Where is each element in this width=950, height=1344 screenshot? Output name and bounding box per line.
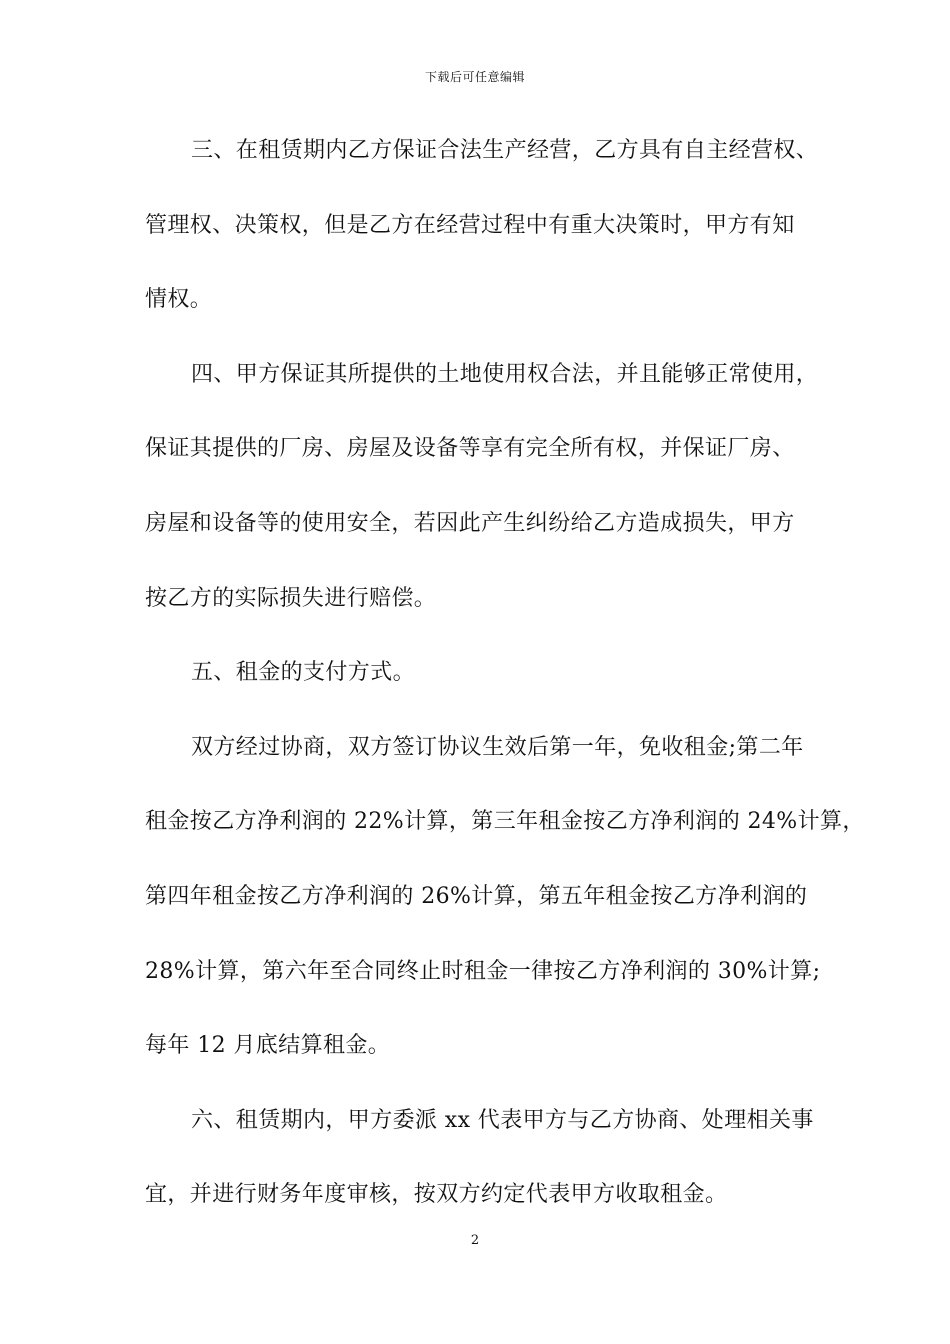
text-line: 情权。: [145, 287, 213, 313]
header-note: 下载后可任意编辑: [424, 70, 525, 84]
document-body: [145, 131, 865, 1250]
page-number: 2: [470, 1233, 480, 1248]
text-line: 第四年租金按乙方净利润的 26%计算，第五年租金按乙方净利润的: [145, 883, 808, 909]
text-line: 28%计算，第六年至合同终止时租金一律按乙方净利润的 30%计算;: [145, 958, 821, 984]
text-line: 每年 12 月底结算租金。: [145, 1033, 391, 1059]
text-line: 管理权、决策权，但是乙方在经营过程中有重大决策时，甲方有知: [145, 212, 795, 238]
text-line: 五、租金的支付方式。: [191, 660, 416, 686]
text-line: 房屋和设备等的使用安全，若因此产生纠纷给乙方造成损失，甲方: [145, 510, 795, 536]
text-line: 双方经过协商，双方签订协议生效后第一年，免收租金;第二年: [191, 734, 804, 760]
text-line: 保证其提供的厂房、房屋及设备等享有完全所有权，并保证厂房、: [145, 436, 795, 462]
text-line: 六、租赁期内，甲方委派 xx 代表甲方与乙方协商、处理相关事: [191, 1107, 814, 1133]
text-line: 四、甲方保证其所提供的土地使用权合法，并且能够正常使用，: [191, 361, 819, 387]
text-line: 三、在租赁期内乙方保证合法生产经营，乙方具有自主经营权、: [191, 138, 819, 163]
text-line: 按乙方的实际损失进行赔偿。: [145, 585, 437, 611]
text-line: 租金按乙方净利润的 22%计算，第三年租金按乙方净利润的 24%计算，: [145, 809, 865, 835]
text-line: 宜，并进行财务年度审核，按双方约定代表甲方收取租金。: [145, 1182, 728, 1208]
